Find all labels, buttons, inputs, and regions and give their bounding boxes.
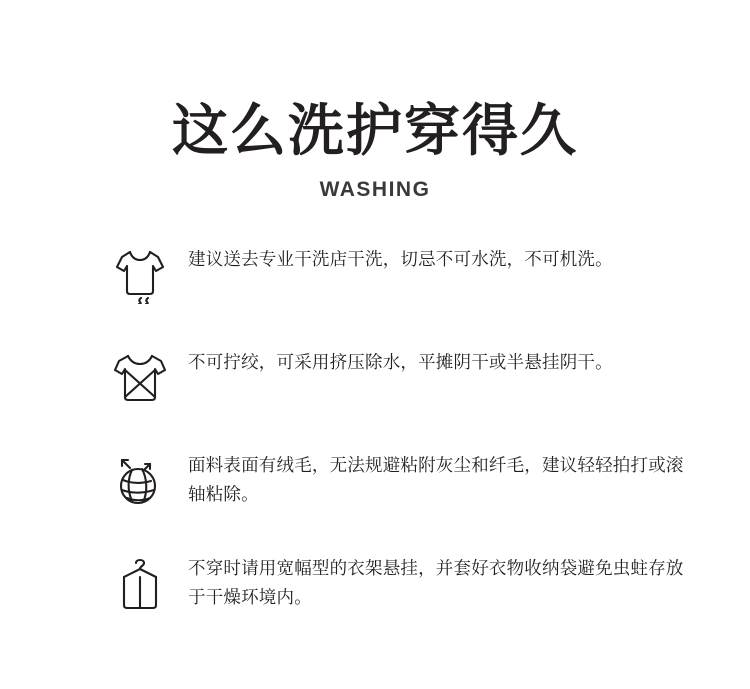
hanger-garment-bag-icon xyxy=(110,553,188,613)
care-instruction-text: 面料表面有绒毛，无法规避粘附灰尘和纤毛，建议轻轻拍打或滚轴粘除。 xyxy=(188,456,684,505)
tshirt-no-wring-icon xyxy=(110,347,188,407)
list-item xyxy=(0,347,750,413)
tshirt-dry-clean-icon xyxy=(110,244,188,304)
list-item xyxy=(0,244,750,310)
page-subtitle: WASHING xyxy=(319,178,431,202)
care-instruction-text: 不可拧绞，可采用挤压除水，平摊阴干或半悬挂阴干。 xyxy=(188,353,613,374)
list-item xyxy=(0,450,750,516)
lint-roller-ball-icon xyxy=(110,450,188,510)
list-item xyxy=(0,553,750,619)
page-title: 这么洗护穿得久 xyxy=(172,99,578,164)
care-instruction-text: 建议送去专业干洗店干洗，切忌不可水洗，不可机洗。 xyxy=(188,250,613,271)
care-instruction-list xyxy=(0,244,750,619)
care-instruction-text: 不穿时请用宽幅型的衣架悬挂，并套好衣物收纳袋避免虫蛀存放于干燥环境内。 xyxy=(188,559,684,608)
